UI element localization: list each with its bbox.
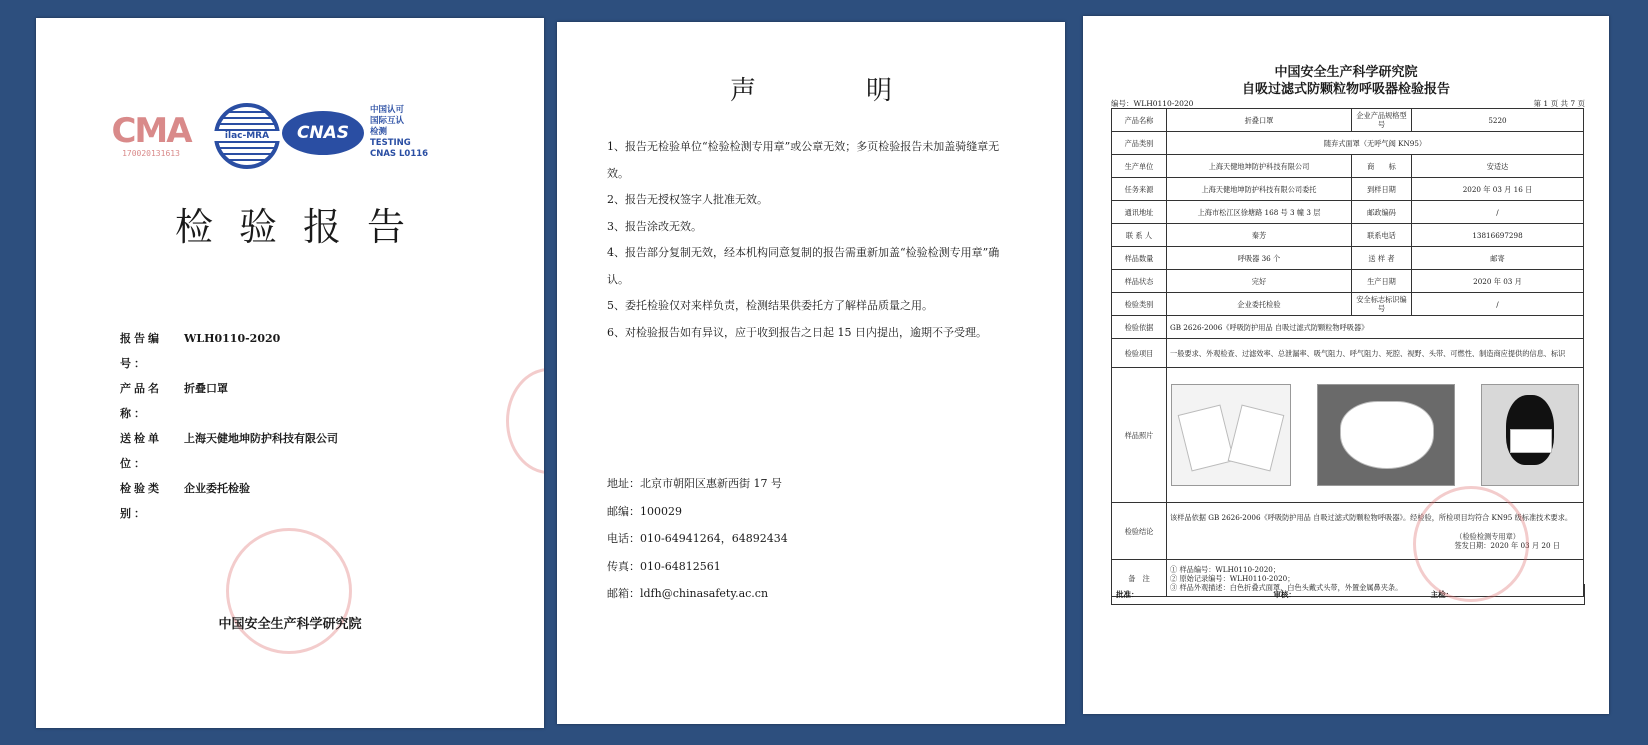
cell-value: 秦芳 xyxy=(1167,224,1352,247)
report-title: 检验报告 xyxy=(174,205,431,249)
title-char: 声 xyxy=(729,76,756,106)
contact-line: 邮编：100029 xyxy=(607,504,682,518)
cell-label: 检验类别 xyxy=(1112,293,1167,316)
sample-photos xyxy=(1167,368,1583,502)
cell-value: 上海天健地坤防护科技有限公司 xyxy=(1167,155,1352,178)
cnas-caption xyxy=(370,105,450,160)
seal-text: （检验检测专用章） xyxy=(1455,531,1520,541)
signature-row xyxy=(1111,584,1585,605)
review-label: 审核： xyxy=(1273,589,1296,599)
cell-value: 13816697298 xyxy=(1412,224,1584,247)
info-label: 检验类别： xyxy=(120,482,162,520)
cell-label: 通讯地址 xyxy=(1112,201,1167,224)
info-row xyxy=(120,426,338,476)
cnas-line: 中国认可 xyxy=(370,105,405,115)
cell-value: 折叠口罩 xyxy=(1167,109,1352,132)
contact-line: 传真：010-64812561 xyxy=(607,559,721,573)
report-number: 编号：WLH0110-2020 xyxy=(1111,99,1194,108)
info-row xyxy=(120,376,338,426)
table-row xyxy=(1112,247,1584,270)
approve-field xyxy=(1112,589,1269,600)
issuing-institute: 中国安全生产科学研究院 xyxy=(218,617,362,632)
info-value: WLH0110-2020 xyxy=(184,332,281,345)
mask-shape xyxy=(1178,405,1235,472)
mask-shape xyxy=(1510,429,1552,453)
report-info xyxy=(120,326,338,526)
info-value: 折叠口罩 xyxy=(184,382,228,395)
cell-value: 邮寄 xyxy=(1412,247,1584,270)
cell-label: 邮政编码 xyxy=(1352,201,1412,224)
org-name: 中国安全生产科学研究院 xyxy=(1274,65,1418,80)
cell-value: 呼吸器 36 个 xyxy=(1167,247,1352,270)
cell-label: 安全标志标识编号 xyxy=(1352,293,1412,316)
cell-label: 样品照片 xyxy=(1112,368,1167,503)
approve-label: 批准： xyxy=(1116,589,1139,599)
info-row xyxy=(120,326,338,376)
cell-label: 联系电话 xyxy=(1352,224,1412,247)
cma-mark: CMA xyxy=(111,111,191,151)
table-row xyxy=(1112,155,1584,178)
photo-cell xyxy=(1167,368,1584,503)
cell-value: / xyxy=(1412,293,1584,316)
declaration-item: 4、报告部分复制无效，经本机构同意复制的报告需重新加盖“检验检测专用章”确认。 xyxy=(607,246,1000,286)
sample-photo-worn xyxy=(1481,384,1579,486)
cell-label: 联 系 人 xyxy=(1112,224,1167,247)
info-row xyxy=(120,476,338,526)
cell-label: 样品数量 xyxy=(1112,247,1167,270)
table-row xyxy=(1112,368,1584,503)
table-row xyxy=(1112,109,1584,132)
declaration-item: 5、委托检验仅对来样负责，检测结果供委托方了解样品质量之用。 xyxy=(607,299,933,312)
cnas-line: TESTING xyxy=(370,138,411,148)
cell-label: 产品类别 xyxy=(1112,132,1167,155)
table-row xyxy=(1112,316,1584,339)
cell-value: 2020 年 03 月 16 日 xyxy=(1412,178,1584,201)
info-value: 上海天健地坤防护科技有限公司 xyxy=(184,432,338,445)
cell-label: 产品名称 xyxy=(1112,109,1167,132)
cell-value: GB 2626-2006《呼吸防护用品 自吸过滤式防颗粒物呼吸器》 xyxy=(1167,316,1584,339)
cnas-line: 国际互认 xyxy=(370,116,405,126)
cma-number: 170020131613 xyxy=(122,149,180,158)
cell-label: 检验结论 xyxy=(1112,503,1167,560)
info-value: 企业委托检验 xyxy=(184,482,250,495)
declaration-items xyxy=(607,134,1015,346)
contact-line: 邮箱：ldfh@chinasafety.ac.cn xyxy=(607,587,769,600)
cell-value: 随弃式面罩（无呼气阀 KN95） xyxy=(1167,132,1584,155)
review-field xyxy=(1269,589,1426,600)
mask-shape xyxy=(1228,405,1285,472)
cell-value: 完好 xyxy=(1167,270,1352,293)
mask-shape xyxy=(1340,401,1434,469)
table-row xyxy=(1112,293,1584,316)
info-label: 报告编号： xyxy=(120,332,162,370)
cell-value: 企业委托检验 xyxy=(1167,293,1352,316)
report-cover-page xyxy=(36,18,544,728)
ilac-mra-logo xyxy=(214,103,280,169)
cell-label: 检验项目 xyxy=(1112,339,1167,368)
table-row xyxy=(1112,201,1584,224)
remark-line: ③ 样品外观描述：白色折叠式面罩，白色头戴式头带，外置金属鼻夹条。 xyxy=(1170,582,1403,592)
declaration-page xyxy=(557,22,1065,724)
sample-photo-open xyxy=(1317,384,1455,486)
cell-label: 到样日期 xyxy=(1352,178,1412,201)
cell-value: 上海天健地坤防护科技有限公司委托 xyxy=(1167,178,1352,201)
cell-value: 上海市松江区徐塘路 168 号 3 幢 3 层 xyxy=(1167,201,1352,224)
table-row xyxy=(1112,339,1584,368)
cell-label: 企业产品规格型号 xyxy=(1352,109,1412,132)
declaration-title xyxy=(557,70,1065,107)
conclusion-text: 该样品依据 GB 2626-2006《呼吸防护用品 自吸过滤式防颗粒物呼吸器》。经检验，所检项目均符合 KN95 级标准技术要求。 xyxy=(1170,512,1573,522)
report-header xyxy=(1083,64,1609,98)
info-label: 送检单位： xyxy=(120,432,162,470)
remark-line: ① 样品编号：WLH0110-2020； xyxy=(1170,564,1281,574)
contact-line: 电话：010-64941264，64892434 xyxy=(607,532,788,545)
declaration-item: 3、报告涂改无效。 xyxy=(607,219,702,233)
test-label: 主检： xyxy=(1430,589,1454,599)
issue-date: 签发日期：2020 年 03 月 20 日 xyxy=(1454,540,1560,550)
official-seal xyxy=(1413,486,1529,602)
cnas-line: 检测 xyxy=(370,127,388,137)
contact-info xyxy=(607,470,788,608)
official-seal xyxy=(226,528,352,654)
cell-label: 商 标 xyxy=(1352,155,1412,178)
sample-photo-folded xyxy=(1171,384,1291,486)
report-subtitle: 自吸过滤式防颗粒物呼吸器检验报告 xyxy=(1241,82,1450,97)
table-row xyxy=(1112,132,1584,155)
contact-line: 地址：北京市朝阳区惠新西街 17 号 xyxy=(607,477,782,490)
cnas-logo: CNAS xyxy=(282,111,364,155)
cell-label: 检验依据 xyxy=(1112,316,1167,339)
table-row xyxy=(1112,178,1584,201)
cma-logo xyxy=(106,113,196,173)
cell-value: 2020 年 03 月 xyxy=(1412,270,1584,293)
page-number: 第 1 页 共 7 页 xyxy=(1533,99,1585,108)
title-char: 明 xyxy=(866,76,893,106)
table-row xyxy=(1112,224,1584,247)
ilac-mark: ilac-MRA xyxy=(214,131,280,141)
cnas-line: CNAS L0116 xyxy=(370,149,429,159)
table-row xyxy=(1112,270,1584,293)
cell-value: 5220 xyxy=(1412,109,1584,132)
cell-label: 生产单位 xyxy=(1112,155,1167,178)
info-label: 产品名称： xyxy=(120,382,162,420)
declaration-item: 1、报告无检验单位“检验检测专用章”或公章无效；多页检验报告未加盖骑缝章无效。 xyxy=(607,140,1000,180)
cell-label: 备 注 xyxy=(1112,560,1167,597)
cell-value: / xyxy=(1412,201,1584,224)
edge-seal xyxy=(506,368,544,474)
cell-label: 生产日期 xyxy=(1352,270,1412,293)
accreditation-logos xyxy=(106,93,486,173)
cell-value: 一般要求、外观检查、过滤效率、总泄漏率、吸气阻力、呼气阻力、死腔、视野、头带、可燃性、制造商应提供的信息、标识 xyxy=(1167,339,1584,368)
cell-label: 送 样 者 xyxy=(1352,247,1412,270)
declaration-item: 2、报告无授权签字人批准无效。 xyxy=(607,193,768,206)
declaration-item: 6、对检验报告如有异议，应于收到报告之日起 15 日内提出，逾期不予受理。 xyxy=(607,325,987,339)
cell-label: 任务来源 xyxy=(1112,178,1167,201)
remark-line: ② 原始记录编号：WLH0110-2020； xyxy=(1170,573,1295,583)
test-report-page xyxy=(1083,16,1609,714)
cell-label: 样品状态 xyxy=(1112,270,1167,293)
cell-value: 安适达 xyxy=(1412,155,1584,178)
